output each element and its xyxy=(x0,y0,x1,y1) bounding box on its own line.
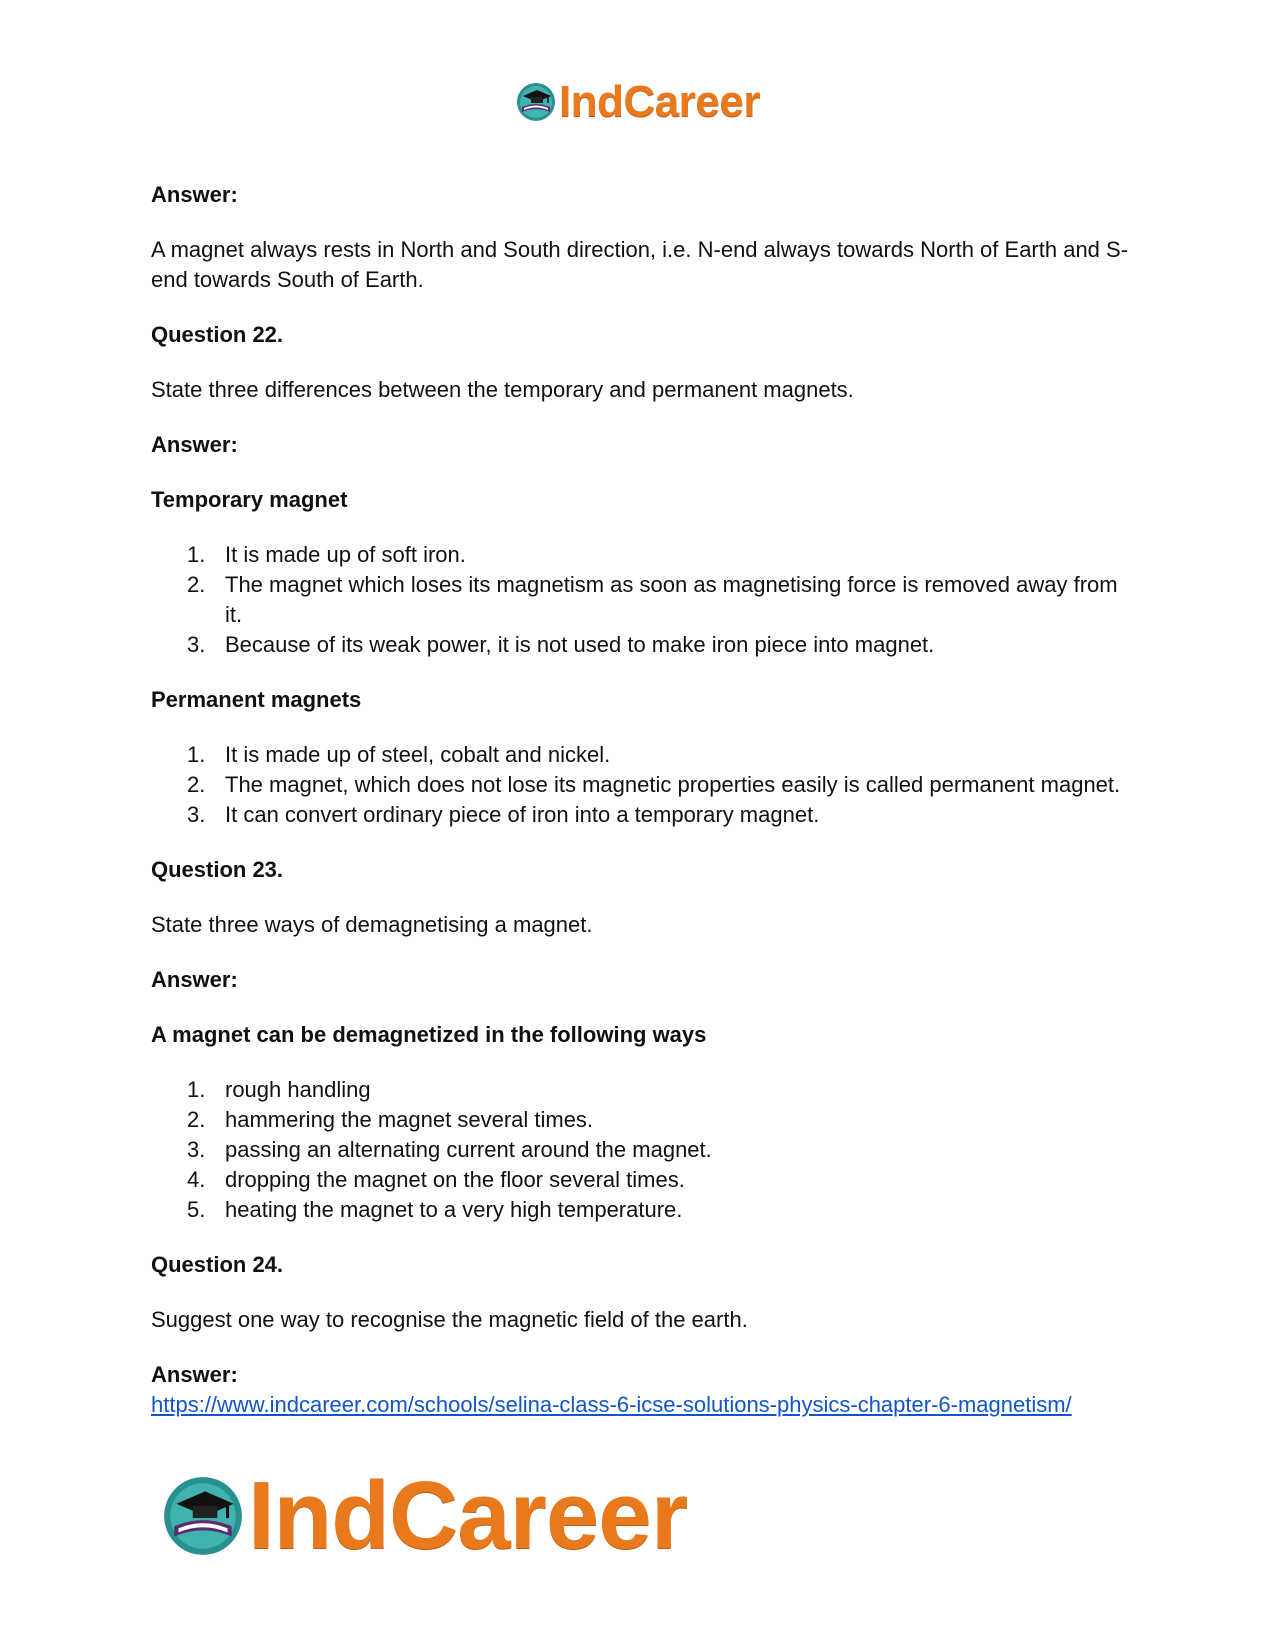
list-item: 4. dropping the magnet on the floor several times. xyxy=(187,1167,685,1192)
list-item: 1. rough handling xyxy=(187,1077,371,1102)
document-content xyxy=(151,180,1131,1420)
graduation-cap-book-icon xyxy=(160,1473,246,1559)
demagnetize-heading: A magnet can be demagnetized in the following ways xyxy=(151,1022,707,1047)
answer-22-heading: Answer: xyxy=(151,432,238,457)
list-item: 3. passing an alternating current around the magnet. xyxy=(187,1137,712,1162)
indcareer-logo xyxy=(515,77,760,126)
demagnetize-list xyxy=(151,1075,1131,1225)
permanent-magnet-heading: Permanent magnets xyxy=(151,687,362,712)
list-item: 2. The magnet, which does not lose its magnetic properties easily is called permanent magnet. xyxy=(187,772,1121,797)
header-logo xyxy=(0,77,1275,126)
question-22-text: State three differences between the temporary and permanent magnets. xyxy=(151,377,854,402)
question-24-heading: Question 24. xyxy=(151,1252,284,1277)
question-23-heading: Question 23. xyxy=(151,857,284,882)
list-item: 2. hammering the magnet several times. xyxy=(187,1107,594,1132)
list-item: 2. The magnet which loses its magnetism as soon as magnetising force is removed away from it. xyxy=(187,572,1118,627)
list-item: 5. heating the magnet to a very high temperature. xyxy=(187,1197,683,1222)
list-item: 1. It is made up of soft iron. xyxy=(187,542,466,567)
logo-text: IndCareer xyxy=(248,1462,688,1569)
temporary-magnet-heading: Temporary magnet xyxy=(151,487,348,512)
footer-logo xyxy=(160,1462,688,1569)
list-item: 3. Because of its weak power, it is not used to make iron piece into magnet. xyxy=(187,632,935,657)
question-24-text: Suggest one way to recognise the magnetic field of the earth. xyxy=(151,1307,748,1332)
answer-24-heading: Answer: xyxy=(151,1362,238,1387)
indcareer-logo xyxy=(160,1462,688,1569)
question-23-text: State three ways of demagnetising a magnet. xyxy=(151,912,593,937)
question-22-heading: Question 22. xyxy=(151,322,284,347)
answer-21-heading: Answer: xyxy=(151,182,238,207)
source-link-line xyxy=(151,1390,1131,1420)
list-item: 3. It can convert ordinary piece of iron into a temporary magnet. xyxy=(187,802,820,827)
logo-text: IndCareer xyxy=(559,77,760,126)
list-item: 1. It is made up of steel, cobalt and nickel. xyxy=(187,742,611,767)
source-link[interactable]: https://www.indcareer.com/schools/selina-class-6-icse-solutions-physics-chapter-6-magnetism/ xyxy=(151,1392,1072,1417)
answer-21-text: A magnet always rests in North and South direction, i.e. N-end always towards North of Earth and S-end towards South of Earth. xyxy=(151,237,1129,292)
permanent-magnet-list xyxy=(151,740,1131,830)
temporary-magnet-list xyxy=(151,540,1131,660)
answer-23-heading: Answer: xyxy=(151,967,238,992)
graduation-cap-book-icon xyxy=(515,81,557,123)
